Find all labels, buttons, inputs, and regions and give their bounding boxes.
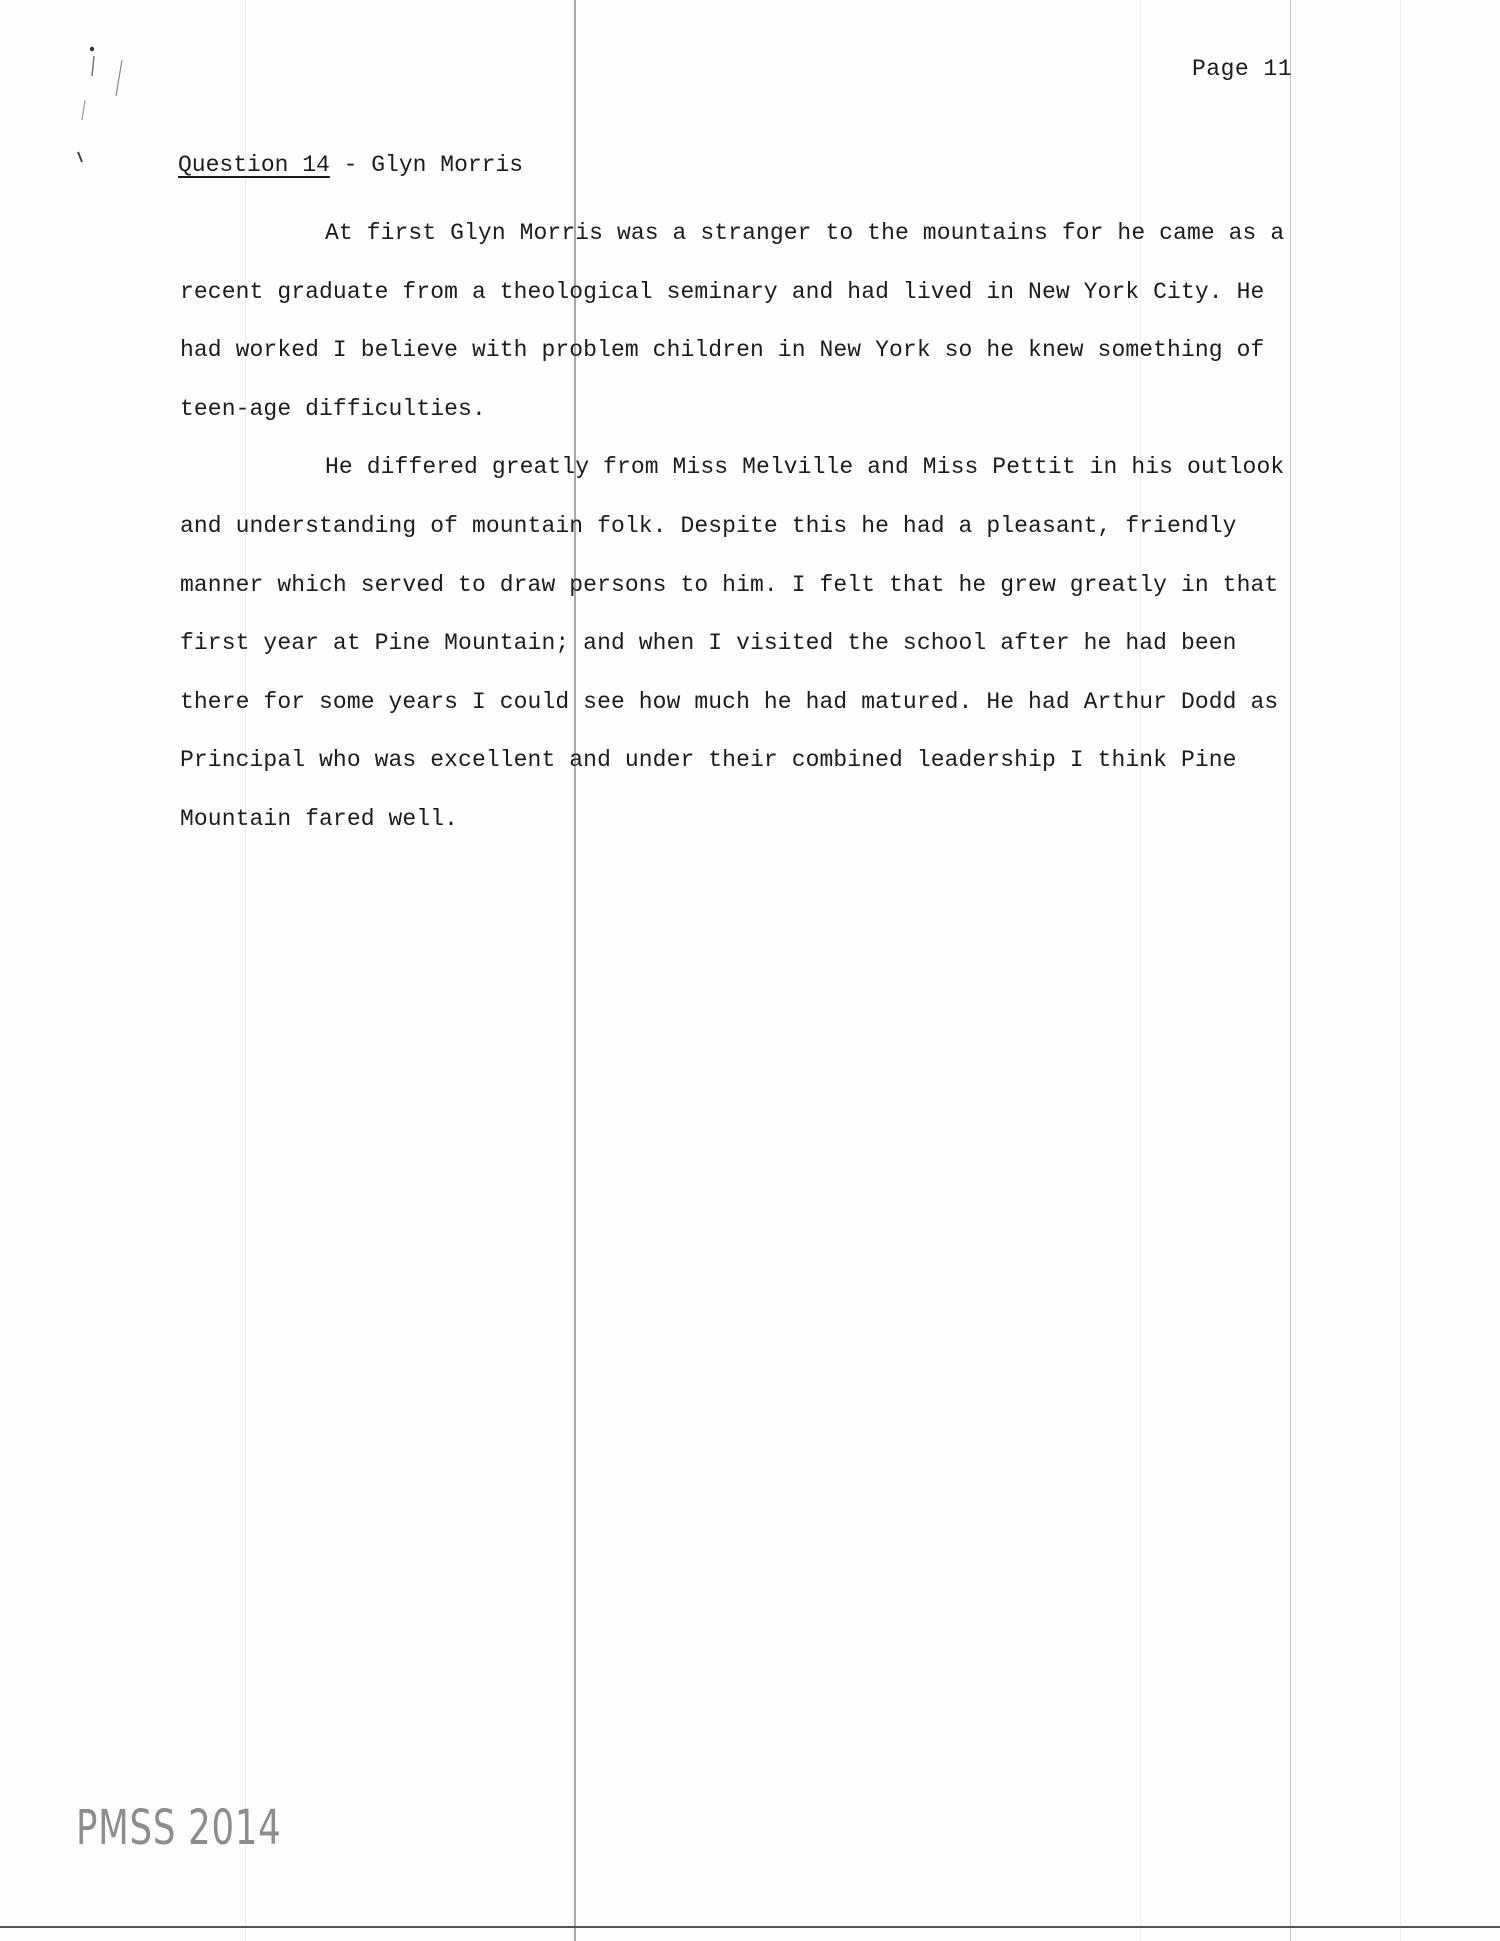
page-number: Page 11 <box>1192 56 1293 82</box>
scan-bottom-edge <box>0 1926 1500 1928</box>
body-text <box>180 204 1300 849</box>
paragraph: He differed greatly from Miss Melville and Miss Pettit in his outlook and understanding of mountain folk. Despite this he had a pleasant, friendly manner which served to draw persons to him. I felt that he grew greatly in that first year at Pine Mountain; and when I visited the school after he had been there for some years I could see how much he had matured. He had Arthur Dodd as Principal who was excellent and under their combined leadership I think Pine Mountain fared well. <box>180 454 1285 832</box>
paragraph: At first Glyn Morris was a stranger to the mountains for he came as a recent graduate from a theological seminary and had lived in New York City. He had worked I believe with problem children in New York so he knew something of teen-age difficulties. <box>180 220 1285 422</box>
scan-artifact-line <box>1400 0 1401 1941</box>
archive-watermark: PMSS 2014 <box>76 1800 282 1856</box>
question-label: Question 14 <box>178 152 330 178</box>
heading-separator: - <box>329 152 372 178</box>
punch-hole-marks <box>70 40 150 170</box>
section-heading <box>178 152 523 178</box>
heading-subject: Glyn Morris <box>371 152 524 178</box>
